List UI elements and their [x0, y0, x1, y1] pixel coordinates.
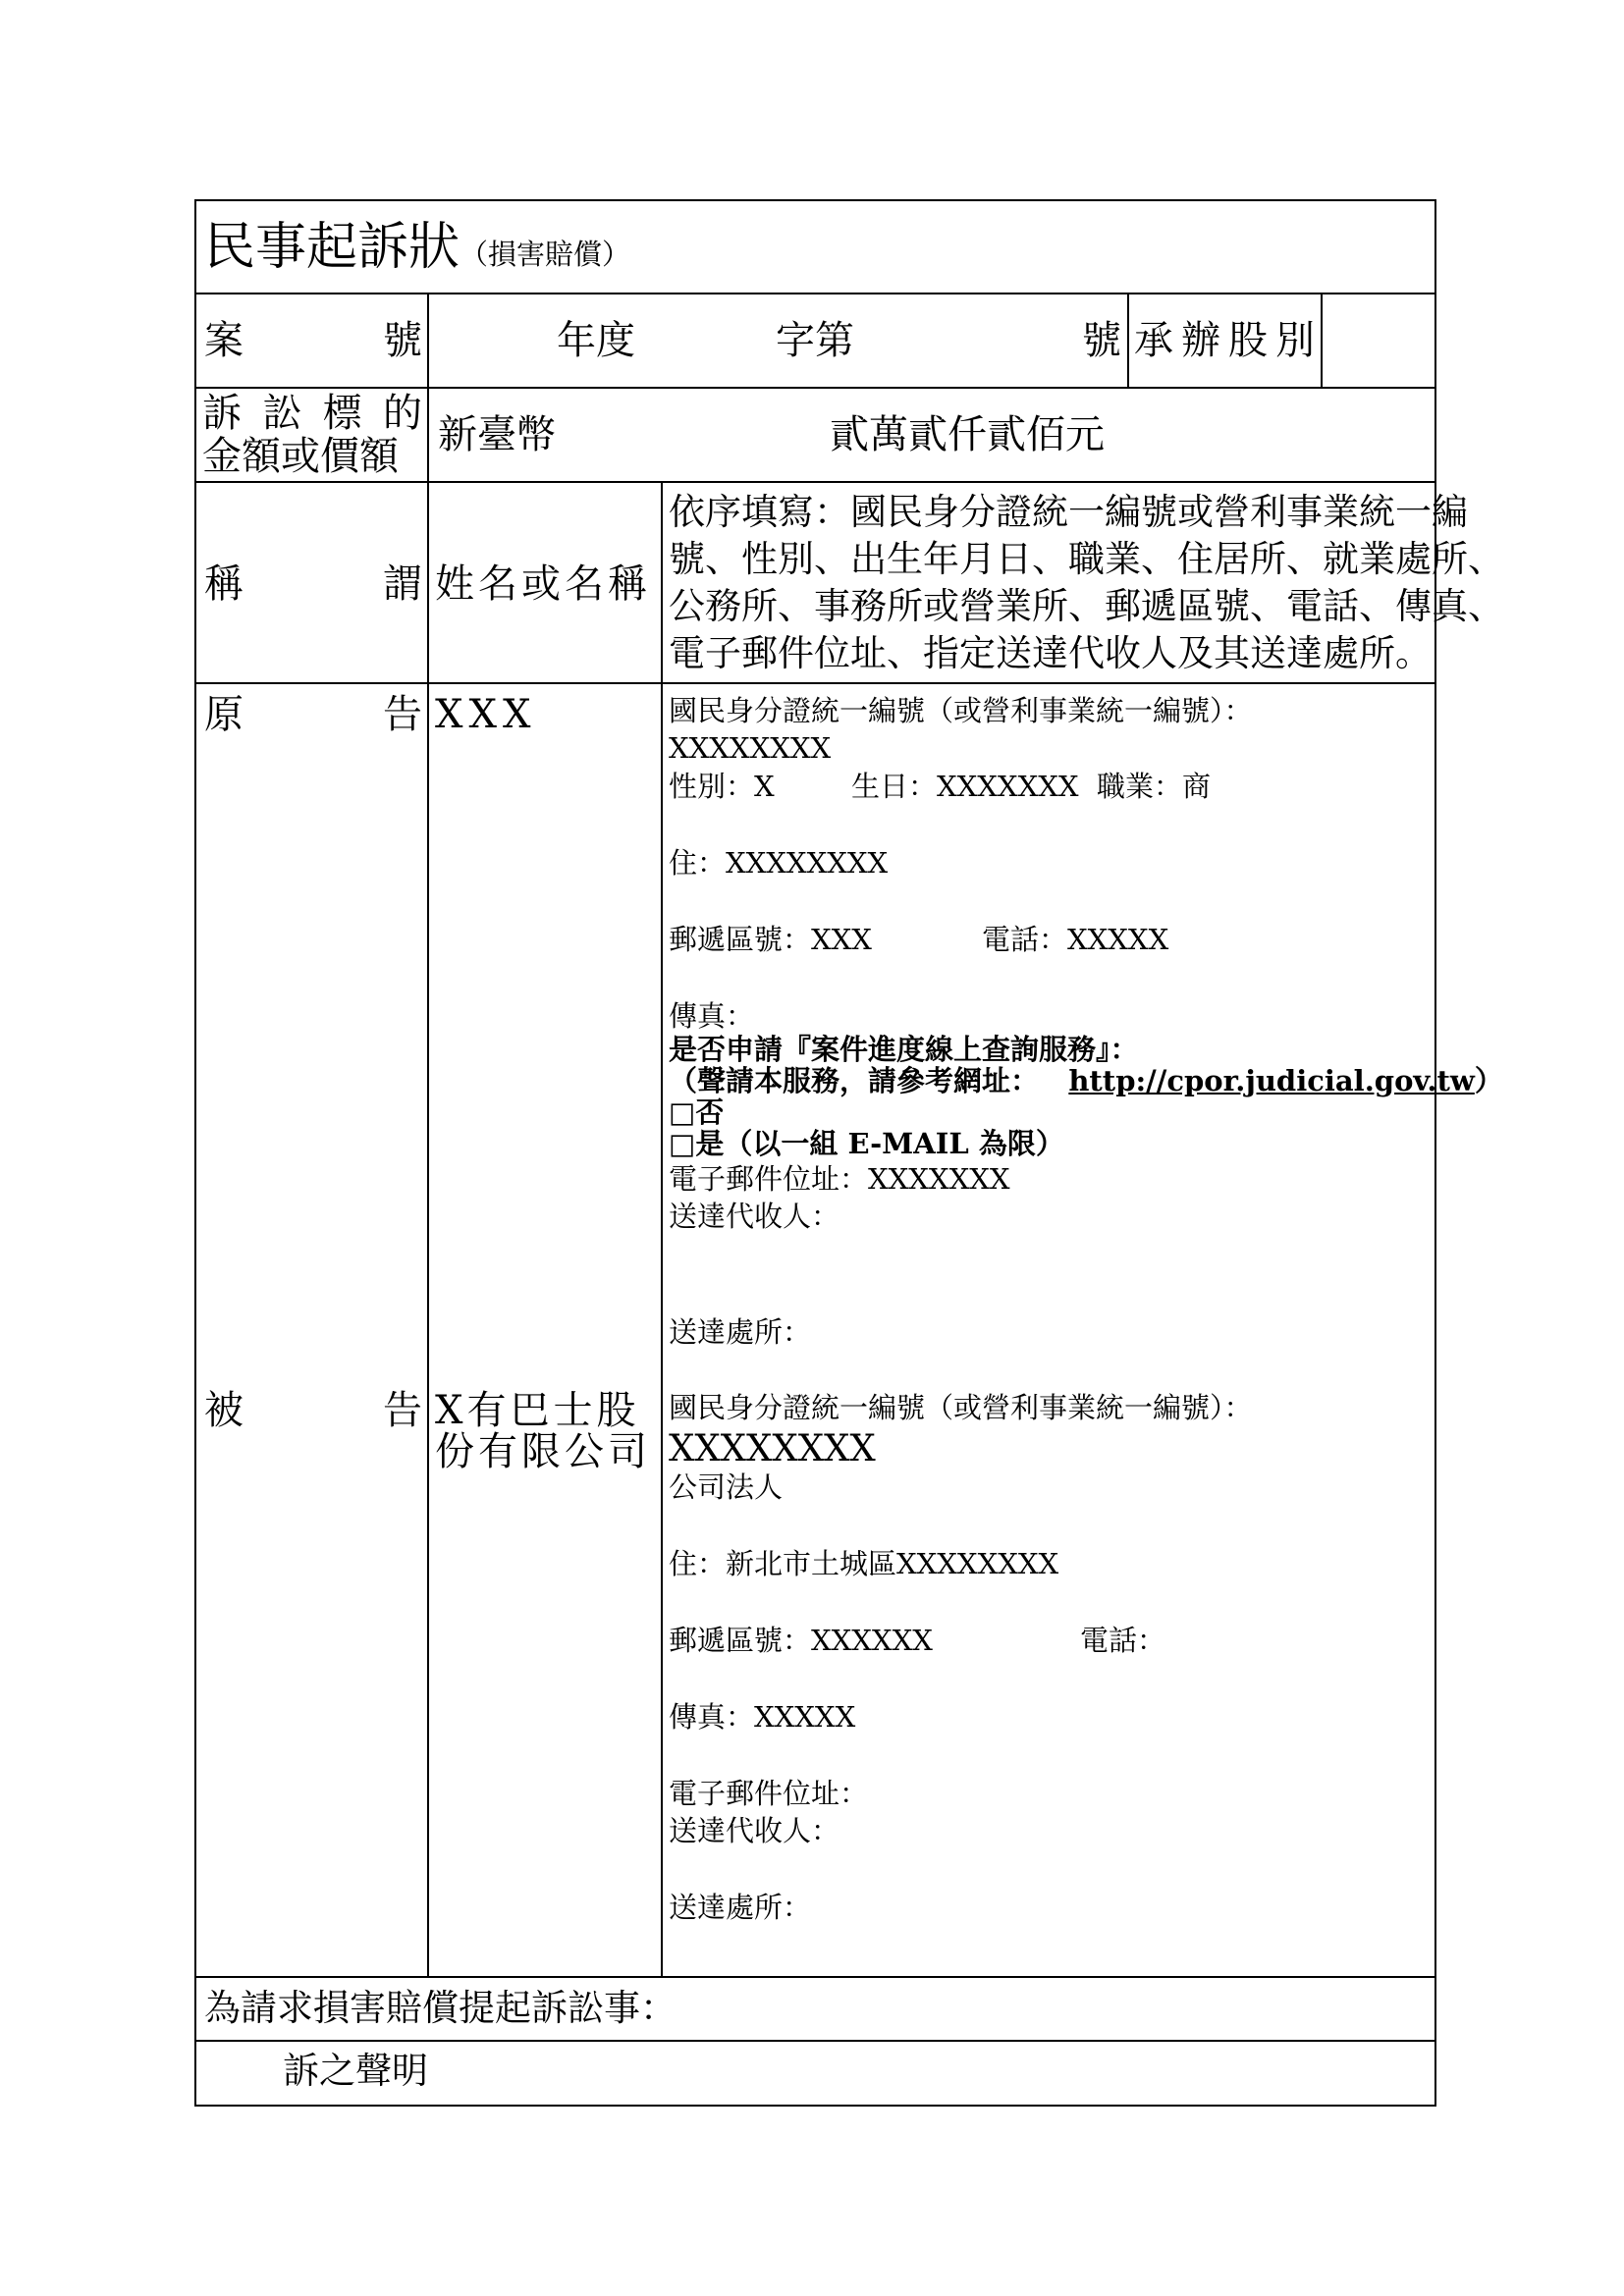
- row-divider-title: [196, 293, 1435, 294]
- col-divider-name: [661, 481, 663, 1976]
- defendant-label: [204, 1388, 422, 1433]
- online-query-url[interactable]: http://cpor.judicial.gov.tw: [1068, 1064, 1475, 1097]
- claim-label-row1: [202, 391, 422, 436]
- plaintiff-job: 職業：商: [1097, 770, 1212, 803]
- online-ref-text: （聲請本服務，請參考網址：: [669, 1064, 1040, 1097]
- claim-label-char: 標: [322, 391, 362, 436]
- defendant-id-label: 國民身分證統一編號（或營利事業統一編號）：: [669, 1391, 1253, 1424]
- plaintiff-agent: 送達代收人：: [669, 1200, 840, 1233]
- case-num-suffix: 號: [1082, 318, 1121, 363]
- plaintiff-gender: 性別：X: [669, 770, 775, 803]
- division-label: 承辦股別: [1134, 318, 1323, 363]
- case-number-label: [204, 318, 422, 363]
- instruction-line-3: 公務所、事務所或營業所、郵遞區號、電話、傳真、: [669, 585, 1504, 627]
- title-text: 民事起訴狀: [204, 218, 460, 277]
- case-label-left: 案: [204, 318, 244, 363]
- online-query-reference: [669, 1064, 1503, 1097]
- row-divider-titles: [196, 682, 1435, 684]
- titles-label-left: 稱: [204, 561, 244, 607]
- checkbox-icon[interactable]: □: [669, 1095, 696, 1129]
- defendant-label-right: 告: [383, 1388, 422, 1433]
- plaintiff-label-left: 原: [204, 692, 244, 737]
- plaintiff-name: XXX: [435, 692, 537, 737]
- plaintiff-id-label: 國民身分證統一編號（或營利事業統一編號）：: [669, 694, 1253, 727]
- defendant-address: 住：新北市土城區XXXXXXXX: [669, 1547, 1059, 1580]
- plaintiff-email: 電子郵件位址：XXXXXXX: [669, 1162, 1010, 1196]
- claim-label-char: 訟: [262, 391, 302, 436]
- defendant-email: 電子郵件位址：: [669, 1777, 869, 1810]
- case-word: 字第: [776, 318, 854, 363]
- title-subtitle: （損害賠償）: [460, 238, 631, 271]
- option-no[interactable]: [669, 1095, 725, 1129]
- online-ref-end: ）: [1474, 1064, 1503, 1097]
- plaintiff-postal: 郵遞區號：XXX: [669, 923, 872, 956]
- request-line: 為請求損害賠償提起訴訟事：: [204, 1987, 677, 2029]
- instruction-line-4: 電子郵件位址、指定送達代收人及其送達處所。: [669, 632, 1432, 674]
- plaintiff-address: 住：XXXXXXXX: [669, 846, 889, 880]
- plaintiff-label-right: 告: [383, 692, 422, 737]
- claim-label-char: 訴: [202, 391, 242, 436]
- defendant-name-line2: 份有限公司: [435, 1429, 651, 1474]
- case-year: 年度: [557, 318, 635, 363]
- defendant-entity: 公司法人: [669, 1470, 784, 1504]
- defendant-postal: 郵遞區號：XXXXXX: [669, 1624, 933, 1657]
- checkbox-icon[interactable]: □: [669, 1127, 696, 1160]
- claim-amount: 貳萬貳仟貳佰元: [830, 412, 1105, 457]
- defendant-phone: 電話：: [1080, 1624, 1166, 1657]
- option-yes[interactable]: [669, 1127, 1064, 1160]
- row-divider-case: [196, 387, 1435, 389]
- defendant-fax: 傳真：XXXXX: [669, 1700, 856, 1734]
- online-query-question: 是否申請『案件進度線上查詢服務』：: [669, 1033, 1139, 1066]
- defendant-name-line1: X有巴士股: [435, 1388, 640, 1433]
- row-divider-amount: [196, 481, 1435, 483]
- titles-label-right: 謂: [383, 561, 422, 607]
- instruction-line-2: 號、性別、出生年月日、職業、住居所、就業處所、: [669, 538, 1504, 580]
- defendant-service-place: 送達處所：: [669, 1891, 812, 1924]
- defendant-label-left: 被: [204, 1388, 244, 1433]
- plaintiff-id-value: XXXXXXXX: [669, 731, 832, 765]
- plaintiff-label: [204, 692, 422, 737]
- col-divider-casenum: [1127, 293, 1129, 387]
- form-title: [204, 218, 631, 277]
- claim-label-char: 的: [382, 391, 422, 436]
- titles-label: [204, 561, 422, 607]
- plaintiff-fax: 傳真：: [669, 999, 755, 1033]
- defendant-id-value: XXXXXXXX: [669, 1427, 876, 1469]
- row-divider-request: [196, 2040, 1435, 2042]
- claim-currency: 新臺幣: [438, 412, 556, 457]
- plaintiff-service-place: 送達處所：: [669, 1315, 812, 1349]
- defendant-agent: 送達代收人：: [669, 1814, 840, 1847]
- plaintiff-phone: 電話：XXXXX: [982, 923, 1169, 956]
- option-yes-label: 是（以一組 E-MAIL 為限）: [695, 1127, 1064, 1160]
- row-divider-parties: [196, 1976, 1435, 1978]
- option-no-label: 否: [695, 1095, 725, 1129]
- instruction-line-1: 依序填寫：國民身分證統一編號或營利事業統一編: [669, 491, 1468, 533]
- complaint-form: [194, 199, 1504, 2107]
- case-label-right: 號: [383, 318, 422, 363]
- col-divider-label: [427, 293, 429, 1976]
- name-column-header: 姓名或名稱: [435, 561, 651, 607]
- claim-label-row2: 金額或價額: [202, 434, 399, 479]
- statement-heading: 訴之聲明: [283, 2050, 428, 2092]
- plaintiff-birth: 生日：XXXXXXX: [851, 770, 1079, 803]
